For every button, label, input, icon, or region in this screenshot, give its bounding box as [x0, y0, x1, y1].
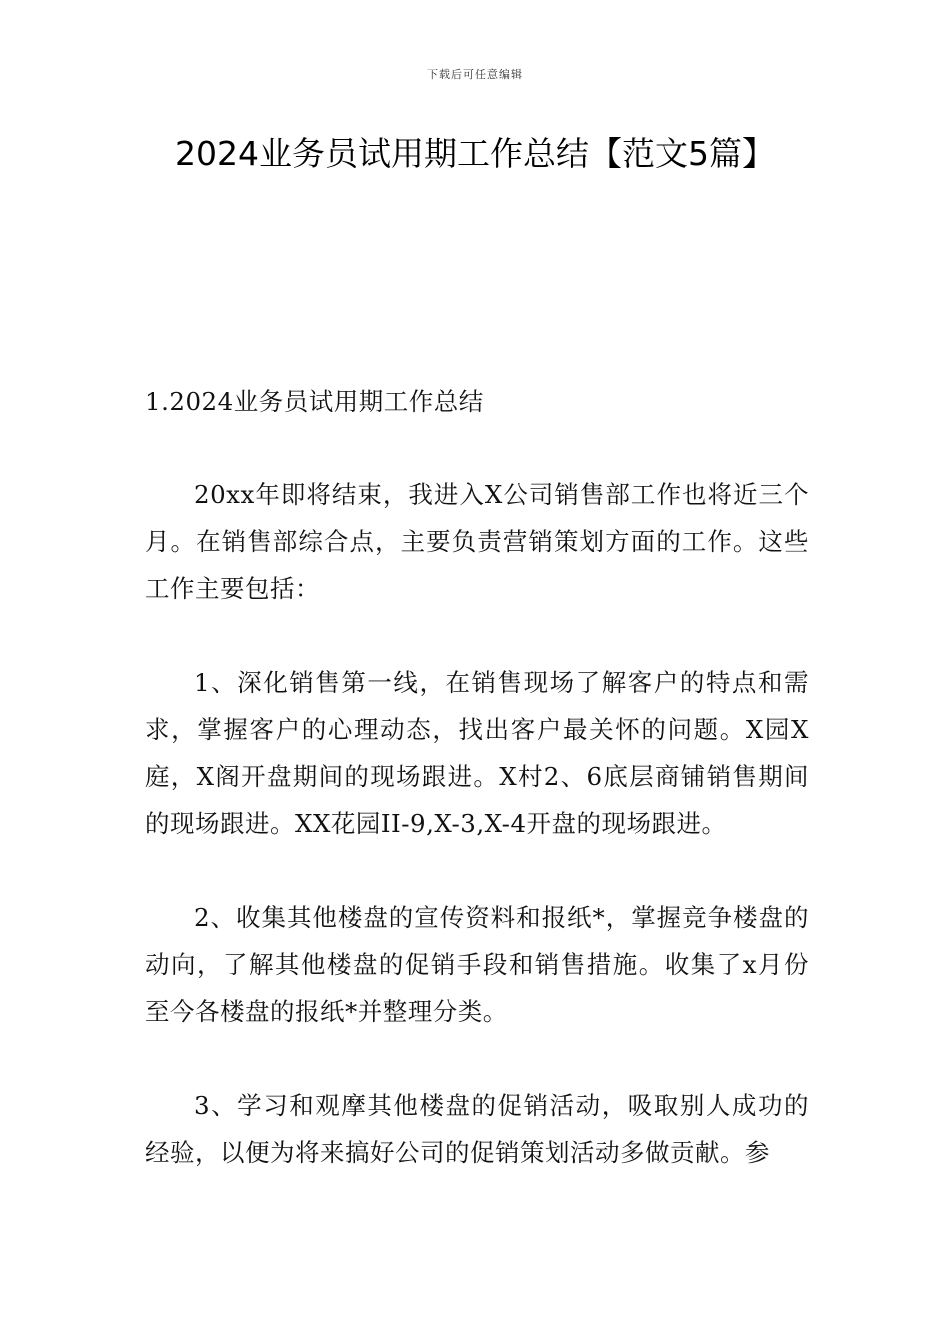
- document-body: [145, 378, 809, 1223]
- paragraph-item-3: 3、学习和观摩其他楼盘的促销活动，吸取别人成功的经验，以便为将来搞好公司的促销策划活动多做贡献。参: [145, 1091, 809, 1167]
- paragraph-intro: 20xx年即将结束，我进入X公司销售部工作也将近三个月。在销售部综合点，主要负责营销策划方面的工作。这些工作主要包括：: [145, 480, 809, 603]
- header-note: 下载后可任意编辑: [427, 68, 523, 81]
- document-title: 2024业务员试用期工作总结【范文5篇】: [175, 134, 775, 173]
- paragraph-item-2: 2、收集其他楼盘的宣传资料和报纸*，掌握竞争楼盘的动向，了解其他楼盘的促销手段和销售措施。收集了x月份至今各楼盘的报纸*并整理分类。: [145, 903, 809, 1026]
- paragraph-item-1: 1、深化销售第一线，在销售现场了解客户的特点和需求，掌握客户的心理动态，找出客户最关怀的问题。X园X庭，X阁开盘期间的现场跟进。X村2、6底层商铺销售期间的现场跟进。XX花园II-9,X-3,X-4开盘的现场跟进。: [145, 668, 809, 838]
- section-heading: 1.2024业务员试用期工作总结: [145, 387, 484, 416]
